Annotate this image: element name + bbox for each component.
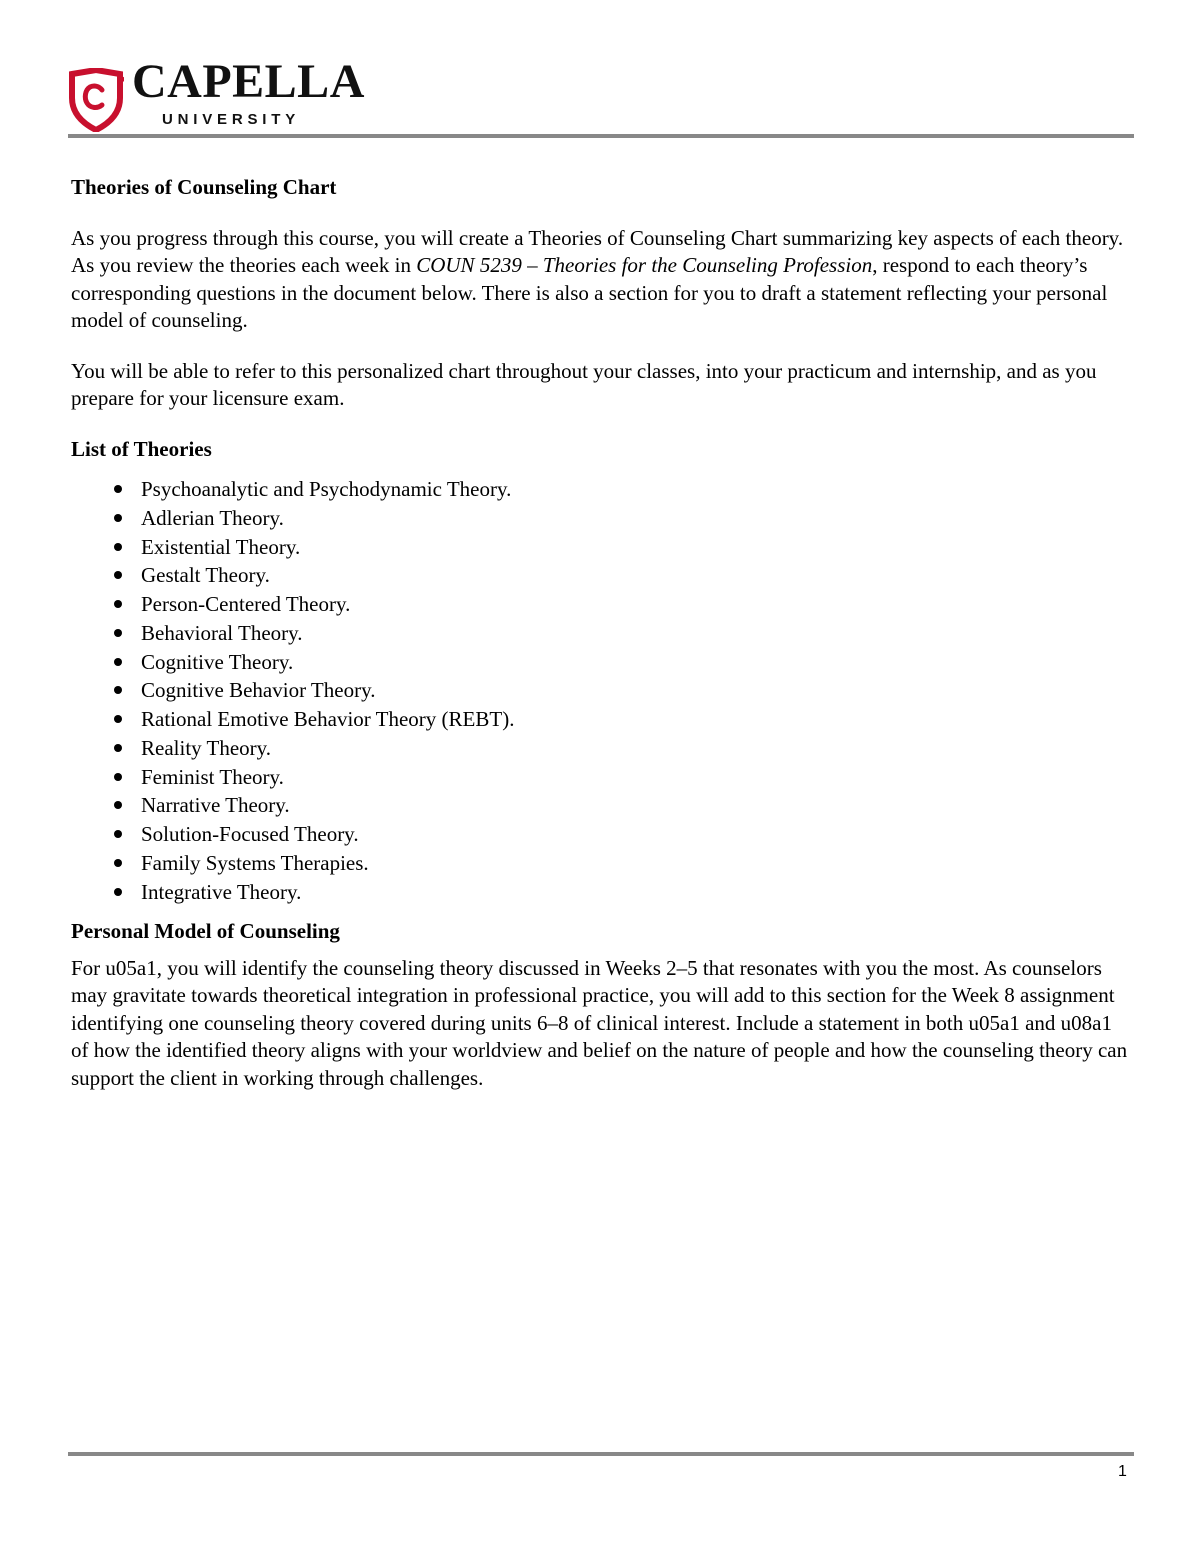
intro-text-part2: , respond to each theory’s corresponding questions in the document below. There is also a section for you to draft a statement reflecting your personal model of counseling. bbox=[71, 253, 1108, 332]
model-paragraph: For u05a1, you will identify the counseling theory discussed in Weeks 2–5 that resonates with you the most. As counselors may gravitate towards theoretical integration in professional practice, you will add to this section for the Week 8 assignment identifying one counseling theory covered during units 6–8 of clinical interest. Include a statement in both u05a1 and u08a1 of how the identified theory aligns with your worldview and belief on the nature of people and how the counseling theory can support the client in working through challenges. bbox=[71, 955, 1128, 1090]
bullet-icon bbox=[114, 543, 122, 551]
theory-list-item bbox=[71, 820, 1133, 849]
theory-list-item bbox=[71, 791, 1133, 820]
bullet-icon bbox=[114, 600, 122, 608]
theory-list-item bbox=[71, 734, 1133, 763]
theory-list bbox=[71, 475, 1133, 906]
theory-list-item bbox=[71, 561, 1133, 590]
theory-label: Gestalt Theory. bbox=[141, 563, 270, 588]
theory-label: Cognitive Behavior Theory. bbox=[141, 678, 376, 703]
bullet-icon bbox=[114, 514, 122, 522]
document-body bbox=[71, 174, 1133, 1092]
theory-label: Family Systems Therapies. bbox=[141, 850, 369, 875]
theory-label: Feminist Theory. bbox=[141, 764, 284, 789]
list-heading: List of Theories bbox=[71, 436, 212, 461]
theory-label: Narrative Theory. bbox=[141, 793, 290, 818]
bullet-icon bbox=[114, 629, 122, 637]
document-title: Theories of Counseling Chart bbox=[71, 175, 337, 199]
bullet-icon bbox=[114, 773, 122, 781]
bullet-icon bbox=[114, 571, 122, 579]
theory-list-item bbox=[71, 648, 1133, 677]
theory-label: Existential Theory. bbox=[141, 534, 301, 559]
header bbox=[68, 55, 1134, 138]
header-divider bbox=[68, 134, 1134, 138]
theory-list-item bbox=[71, 763, 1133, 792]
bullet-icon bbox=[114, 715, 122, 723]
theory-list-item bbox=[71, 878, 1133, 907]
footer-divider bbox=[68, 1452, 1134, 1456]
capella-shield-logo bbox=[68, 68, 124, 132]
intro-text-part1: As you progress through this course, you will create a Theories of Counseling Chart summarizing key aspects of each theory. As you review the theories each week in bbox=[71, 225, 1124, 277]
logo-subtitle: UNIVERSITY bbox=[162, 111, 301, 128]
theory-label: Solution-Focused Theory. bbox=[141, 822, 359, 846]
page-number: 1 bbox=[1118, 1463, 1127, 1480]
theory-label: Cognitive Theory. bbox=[141, 649, 294, 674]
course-name: COUN 5239 – Theories for the Counseling Profession bbox=[416, 253, 873, 277]
intro-paragraph bbox=[71, 225, 1133, 335]
bullet-icon bbox=[114, 888, 122, 896]
theory-list-item bbox=[71, 619, 1133, 648]
theory-list-item bbox=[71, 533, 1133, 562]
theory-label: Rational Emotive Behavior Theory (REBT). bbox=[141, 707, 515, 731]
theory-label: Reality Theory. bbox=[141, 735, 272, 760]
chart-usage-paragraph: You will be able to refer to this personalized chart throughout your classes, into your practicum and internship, and as you prepare for your licensure exam. bbox=[71, 358, 1097, 410]
theory-list-item bbox=[71, 590, 1133, 619]
theory-list-item bbox=[71, 705, 1133, 734]
theory-label: Adlerian Theory. bbox=[141, 505, 284, 530]
logo-wordmark: CAPELLA bbox=[132, 55, 365, 108]
theory-label: Integrative Theory. bbox=[141, 879, 302, 904]
bullet-icon bbox=[114, 485, 122, 493]
theory-list-item bbox=[71, 676, 1133, 705]
model-heading: Personal Model of Counseling bbox=[71, 919, 340, 944]
theory-label: Psychoanalytic and Psychodynamic Theory. bbox=[141, 477, 512, 501]
bullet-icon bbox=[114, 801, 122, 809]
theory-label: Behavioral Theory. bbox=[141, 620, 303, 645]
bullet-icon bbox=[114, 859, 122, 867]
theory-list-item bbox=[71, 504, 1133, 533]
bullet-icon bbox=[114, 686, 122, 694]
bullet-icon bbox=[114, 744, 122, 752]
theory-list-item bbox=[71, 849, 1133, 878]
bullet-icon bbox=[114, 658, 122, 666]
theory-label: Person-Centered Theory. bbox=[141, 592, 351, 616]
bullet-icon bbox=[114, 830, 122, 838]
theory-list-item bbox=[71, 475, 1133, 504]
